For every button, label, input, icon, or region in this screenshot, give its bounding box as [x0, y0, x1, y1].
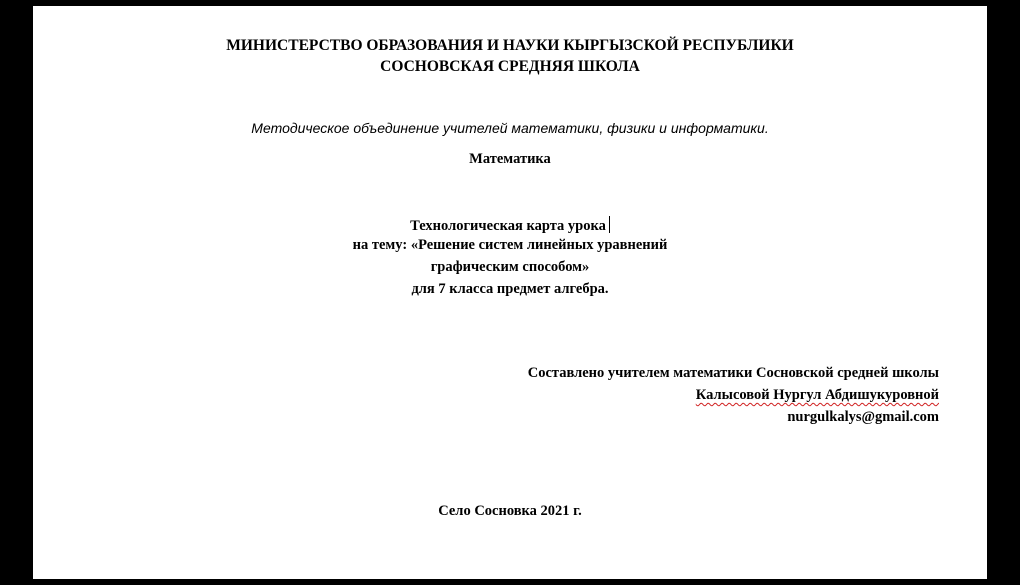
- footer-text: Село Сосновка 2021 г.: [438, 503, 582, 519]
- lesson-grade: для 7 класса предмет алгебра.: [411, 281, 609, 297]
- author-name-line: [696, 388, 939, 403]
- lesson-topic-continued: графическим способом»: [430, 259, 590, 275]
- text-cursor: [609, 216, 610, 233]
- author-email: nurgulkalys@gmail.com: [787, 409, 939, 425]
- subject-title: Математика: [469, 151, 551, 167]
- document-page[interactable]: [33, 6, 987, 579]
- school-heading: СОСНОВСКАЯ СРЕДНЯЯ ШКОЛА: [380, 58, 640, 75]
- lesson-title-line: [33, 216, 987, 234]
- footer-place-year: [33, 504, 987, 519]
- author-name: Калысовой Нургул Абдишукуровной: [695, 387, 939, 403]
- lesson-topic: на тему: «Решение систем линейных уравнений: [352, 237, 668, 253]
- author-line: Составлено учителем математики Сосновской средней школы: [527, 365, 939, 381]
- lesson-title: Технологическая карта урока: [410, 218, 606, 234]
- ministry-heading: МИНИСТЕРСТВО ОБРАЗОВАНИЯ И НАУКИ КЫРГЫЗСКОЙ РЕСПУБЛИКИ: [226, 37, 794, 54]
- methodical-association: Методическое объединение учителей математики, физики и информатики.: [251, 120, 769, 136]
